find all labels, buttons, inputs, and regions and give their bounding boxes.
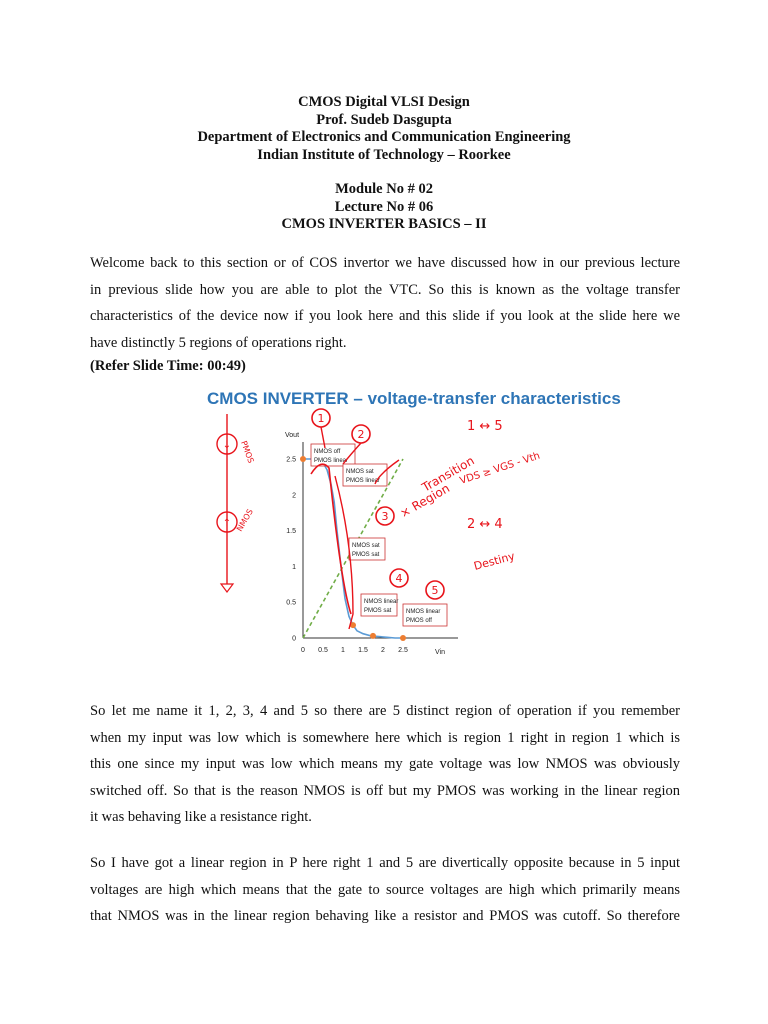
x-tick-label: 1.5 [358, 647, 368, 654]
circled-number-label: 1 [317, 412, 325, 425]
paragraph-line: So let me name it 1, 2, 3, 4 and 5 so there are 5 distinct region of operation if you remember [90, 703, 680, 719]
paragraph-line: it was behaving like a resistance right. [90, 809, 312, 825]
nmos-label: NMOS [234, 507, 255, 533]
arrow-up-icon: ↑ [222, 518, 232, 529]
circled-number-label: 3 [381, 510, 389, 523]
transition-note: Transition [419, 453, 477, 495]
document-header [0, 94, 768, 234]
y-tick-label: 0.5 [286, 599, 296, 607]
vds-condition: VDS ≥ VGS - Vth [458, 450, 542, 487]
paragraph-line: So I have got a linear region in P here right 1 and 5 are divertically opposite because in 5 input [90, 855, 680, 871]
paragraph-3 [90, 850, 680, 930]
department-name: Department of Electronics and Communication Engineering [197, 129, 571, 145]
lecture-number: Lecture No # 06 [334, 198, 434, 215]
ink-curve [311, 464, 351, 614]
x-tick-label: 1 [341, 647, 345, 654]
paragraph-1 [90, 250, 680, 356]
region-box-label: PMOS linear [314, 458, 349, 464]
circled-number-label: 4 [395, 572, 403, 585]
paragraph-line: this one since my input was low which means my gate voltage was low NMOS was obviously [90, 756, 680, 772]
paragraph-2 [90, 698, 680, 831]
y-tick-label: 2 [292, 492, 296, 500]
operating-point-marker [400, 635, 406, 641]
ground-icon [221, 584, 233, 592]
paragraph-line: voltages are high which means that the gate to source voltages are high which primarily means [90, 881, 680, 898]
equivalence-1-5: 1 ↔ 5 [467, 419, 503, 434]
y-axis-label: Vout [285, 432, 300, 439]
region-note: × Region [397, 480, 453, 521]
region-box-label: NMOS linear [406, 609, 441, 615]
paragraph-line: switched off. So that is the reason NMOS is off but my PMOS was working in the linear region [90, 782, 680, 799]
circled-number-label: 5 [431, 584, 439, 597]
paragraph-line: Welcome back to this section or of COS invertor we have discussed how in our previous lecture [90, 255, 680, 271]
paragraph-line: have distinctly 5 regions of operations right. [90, 334, 347, 351]
region-box-label: NMOS linear [364, 599, 399, 605]
region-box-label: NMOS sat [352, 543, 380, 549]
paragraph-line: in previous slide how you are able to plot the VTC. So this is known as the voltage transfer [90, 281, 680, 298]
y-tick-label: 2.5 [286, 456, 296, 464]
refer-slide-time: (Refer Slide Time: 00:49) [90, 358, 246, 374]
lecture-topic: CMOS INVERTER BASICS – II [281, 216, 487, 232]
x-tick-label: 2 [381, 647, 385, 654]
operating-point-marker [370, 633, 376, 639]
slide-figure [203, 384, 621, 666]
region-box-label: PMOS linear [346, 478, 381, 484]
region-box-label: PMOS sat [364, 608, 392, 614]
paragraph-line: characteristics of the device now if you look here and this slide if you look at the slide here we [90, 308, 680, 324]
equivalence-2-4: 2 ↔ 4 [467, 517, 503, 532]
y-tick-label: 1.5 [286, 528, 296, 536]
vtc-slide [203, 384, 621, 666]
region-box-label: PMOS sat [352, 552, 380, 558]
slide-title: CMOS INVERTER – voltage-transfer characteristics [207, 389, 621, 408]
x-tick-label: 2.5 [398, 647, 408, 654]
x-tick-label: 0 [301, 647, 305, 654]
arrow-down-icon: ↓ [222, 440, 232, 451]
region-box-label: NMOS sat [346, 469, 374, 475]
x-tick-label: 0.5 [318, 647, 328, 654]
professor-name: Prof. Sudeb Dasgupta [316, 111, 452, 128]
region-boxes [311, 444, 447, 626]
circled-number-label: 2 [357, 428, 365, 441]
operating-point-marker [300, 456, 306, 462]
paragraph-line: that NMOS was in the linear region behaving like a resistor and PMOS was cutoff. So therefore [90, 908, 680, 924]
destiny-note: Destiny [472, 549, 517, 573]
x-axis-label: Vin [435, 649, 445, 656]
module-number: Module No # 02 [335, 181, 433, 197]
institute-name: Indian Institute of Technology – Roorkee [257, 146, 511, 163]
region-box-label: PMOS off [406, 618, 432, 624]
course-title: CMOS Digital VLSI Design [298, 94, 470, 110]
pmos-label: PMOS [239, 439, 256, 465]
paragraph-line: when my input was low which is somewhere here which is region 1 right in region 1 which is [90, 729, 680, 746]
y-tick-label: 1 [292, 563, 296, 571]
y-tick-label: 0 [292, 635, 296, 643]
region-box-label: NMOS off [314, 449, 341, 455]
